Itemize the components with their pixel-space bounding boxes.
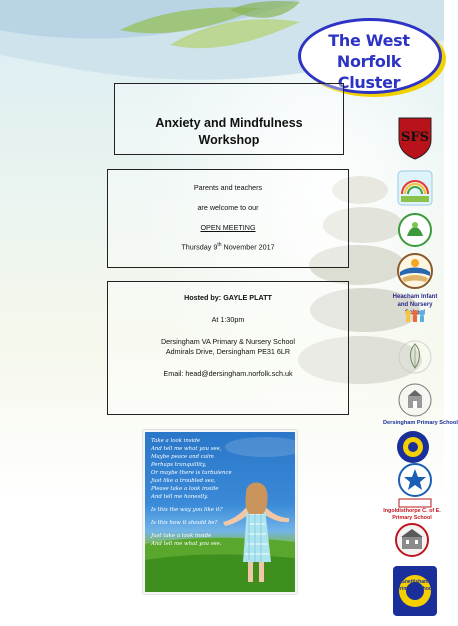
workshop-title-line-2: Workshop — [198, 133, 260, 147]
poem-line: Is this how it should be? — [151, 520, 218, 526]
dersingham-primary-text: Dersingham Primary School — [383, 420, 458, 426]
snettisham-primary-text: Snettisham Primary School — [396, 579, 434, 592]
date-rest: November 2017 — [221, 242, 275, 252]
poem-line: Perhaps tranquillity, — [151, 462, 207, 468]
poem-line: Is this the way you like it? — [151, 507, 223, 513]
hosted-by-label: Hosted by: — [184, 293, 222, 302]
host-name: GAYLE PLATT — [223, 293, 272, 302]
date-prefix: Thursday 9 — [181, 242, 218, 252]
sun-emblem-icon — [395, 429, 431, 465]
venue-line-1: Dersingham VA Primary & Nursery School — [160, 337, 296, 346]
open-meeting-label: OPEN MEETING — [200, 223, 256, 232]
poem-line: And tell me what you see. — [151, 541, 222, 547]
rainbow-badge-icon — [397, 170, 433, 206]
heacham-infant-text: Heacham Infant and Nursery — [392, 294, 438, 308]
dersingham-primary-badge — [383, 420, 458, 466]
meeting-box — [107, 169, 349, 268]
sfs-crest-icon — [397, 116, 433, 160]
leaf-sketch-badge-icon — [395, 338, 435, 376]
poem-line: Just take a look inside — [151, 533, 212, 539]
logo-line-2: Cluster — [337, 73, 401, 92]
workshop-title-line-1: Anxiety and Mindfulness — [155, 116, 303, 130]
meeting-welcome: are welcome to our — [197, 203, 259, 212]
star-school-badge-icon — [397, 462, 433, 498]
west-norfolk-cluster-logo — [298, 18, 440, 92]
seaside-school-badge-icon — [396, 252, 434, 290]
workshop-title-box — [114, 83, 344, 155]
meeting-date — [108, 242, 348, 251]
contact-email: Email: head@dersingham.norfolk.sch.uk — [163, 369, 293, 378]
school-building-icon — [394, 522, 430, 558]
meeting-intro: Parents and teachers — [193, 183, 263, 192]
poem-line: Take a look inside — [151, 438, 201, 444]
smiling-children-icon — [403, 309, 427, 323]
church-crest-icon — [397, 382, 433, 418]
sfs-crest-text: SFS — [400, 130, 430, 145]
date-suffix: th — [217, 242, 222, 248]
ingoldisthorpe-badge — [381, 508, 443, 560]
poem-photo — [143, 430, 297, 594]
hosted-by — [108, 293, 348, 302]
poem-line: And tell me what you see, — [151, 446, 222, 452]
poem-line: Just like a troubled sea, — [151, 478, 216, 484]
green-school-badge-icon — [397, 212, 433, 248]
poem-line: And tell me honestly. — [151, 494, 209, 500]
venue-line-2: Admirals Drive, Dersingham PE31 6LR — [165, 347, 291, 356]
heacham-infant-badge — [389, 293, 441, 333]
logo-line-1: The West Norfolk — [328, 31, 410, 71]
hosted-box — [107, 281, 349, 415]
poem-line: Maybe peace and calm — [151, 454, 214, 460]
ingoldisthorpe-text: Ingoldisthorpe C. of E. Primary School — [383, 508, 441, 521]
snettisham-primary-badge — [393, 566, 437, 616]
poem-line: Please take a look inside — [151, 486, 219, 492]
meeting-time: At 1:30pm — [211, 315, 245, 324]
poem-line: Or maybe there is turbulence — [151, 470, 232, 476]
